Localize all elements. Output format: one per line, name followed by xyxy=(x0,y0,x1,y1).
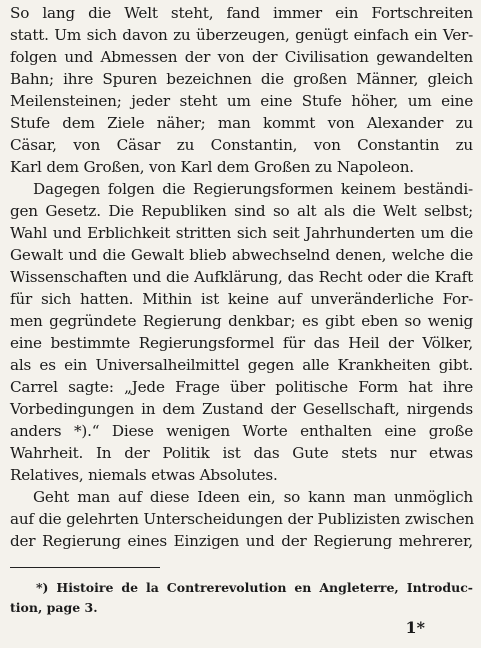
text-line: auf die gelehrten Unterscheidungen der Publizisten zwischen xyxy=(10,510,474,528)
text-line: Wahrheit. In der Politik ist das Gute stets nur etwas xyxy=(10,444,473,462)
text-line: als es ein Universalheilmittel gegen alle Krankheiten gibt. xyxy=(10,356,473,374)
text-line: eine bestimmte Regierungsformel für das Heil der Völker, xyxy=(10,334,473,352)
text-line: für sich hatten. Mithin ist keine auf unveränderliche For- xyxy=(10,290,473,308)
text-line: So lang die Welt steht, fand immer ein Fortschreiten xyxy=(10,4,473,22)
footnote-divider xyxy=(10,567,160,568)
text-line: gen Gesetz. Die Republiken sind so alt als die Welt selbst; xyxy=(10,202,473,220)
text-line: Cäsar, von Cäsar zu Constantin, von Constantin zu xyxy=(10,136,473,154)
text-line: men gegründete Regierung denkbar; es gibt eben so wenig xyxy=(10,312,473,330)
text-line: Wahl und Erblichkeit stritten sich seit Jahrhunderten um die xyxy=(10,224,473,242)
text-line: Wissenschaften und die Aufklärung, das Recht oder die Kraft xyxy=(10,268,473,286)
footnote-line: *) Histoire de la Contrerevolution en Angleterre, Introduc- xyxy=(36,580,473,595)
text-line: Relatives, niemals etwas Absolutes. xyxy=(10,466,278,484)
text-line: statt. Um sich davon zu überzeugen, genügt einfach ein Ver- xyxy=(10,26,473,44)
text-line: Meilensteinen; jeder steht um eine Stufe höher, um eine xyxy=(10,92,473,110)
signature-mark: 1* xyxy=(405,618,425,637)
text-line: Gewalt und die Gewalt blieb abwechselnd denen, welche die xyxy=(10,246,473,264)
text-line: Geht man auf diese Ideen ein, so kann man unmöglich xyxy=(33,488,473,506)
text-line: der Regierung eines Einzigen und der Regierung mehrerer, xyxy=(10,532,473,550)
text-line: Dagegen folgen die Regierungsformen keinem beständi- xyxy=(33,180,473,198)
text-line: folgen und Abmessen der von der Civilisation gewandelten xyxy=(10,48,473,66)
text-line: Bahn; ihre Spuren bezeichnen die großen Männer, gleich xyxy=(10,70,473,88)
text-line: Vorbedingungen in dem Zustand der Gesellschaft, nirgends xyxy=(10,400,473,418)
footnote-line: tion, page 3. xyxy=(10,600,98,615)
text-line: Carrel sagte: „Jede Frage über politische Form hat ihre xyxy=(10,378,473,396)
text-line: anders *).“ Diese wenigen Worte enthalten eine große xyxy=(10,422,473,440)
text-line: Stufe dem Ziele näher; man kommt von Alexander zu xyxy=(10,114,473,132)
text-line: Karl dem Großen, von Karl dem Großen zu Napoleon. xyxy=(10,158,414,176)
